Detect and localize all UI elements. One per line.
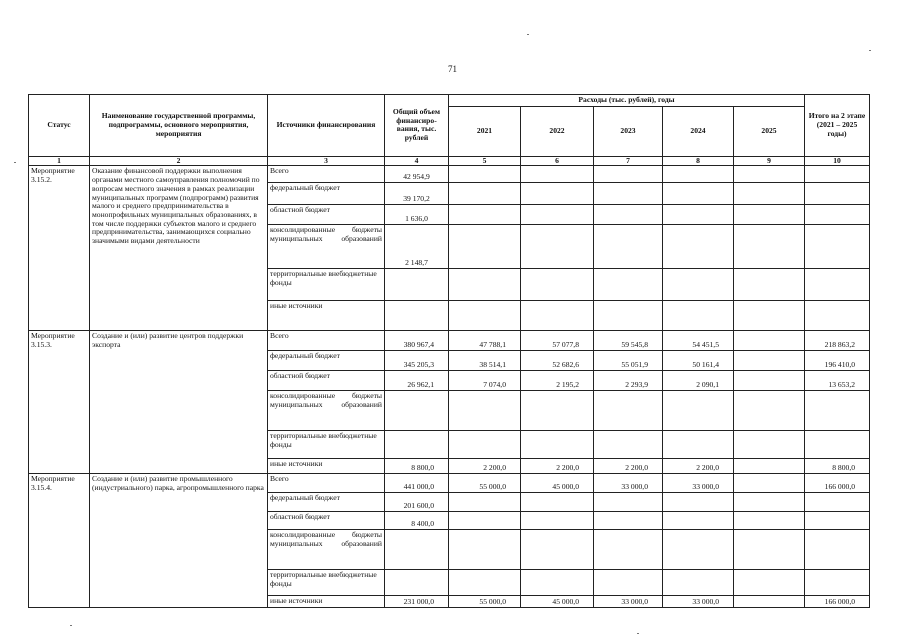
year-2025-cell [734,391,805,431]
event-status-cell: Мероприятие 3.15.2. [29,166,90,331]
stage-total-cell [805,570,870,596]
funding-source-cell: областной бюджет [268,371,385,391]
year-2023-cell [594,269,663,301]
page-number: 71 [448,64,457,74]
header-year-2024: 2024 [663,106,734,156]
year-2025-cell [734,183,805,205]
total-volume-cell [385,530,449,570]
stage-total-cell [805,225,870,269]
total-volume-cell: 39 170,2 [385,183,449,205]
total-volume-cell: 441 000,0 [385,474,449,493]
stage-total-cell [805,183,870,205]
year-2025-cell [734,570,805,596]
year-2025-cell [734,205,805,225]
column-number: 5 [449,156,521,166]
stage-total-cell [805,269,870,301]
total-volume-cell: 42 954,9 [385,166,449,183]
year-2021-cell [449,391,521,431]
column-number: 6 [521,156,594,166]
year-2023-cell [594,391,663,431]
funding-source-cell: федеральный бюджет [268,183,385,205]
header-year-2025: 2025 [734,106,805,156]
funding-source-cell: областной бюджет [268,205,385,225]
year-2021-cell: 2 200,0 [449,459,521,474]
year-2022-cell: 2 195,2 [521,371,594,391]
year-2024-cell [663,225,734,269]
funding-source-cell: иные источники [268,301,385,331]
stage-total-cell: 166 000,0 [805,596,870,608]
year-2022-cell: 45 000,0 [521,474,594,493]
column-number: 7 [594,156,663,166]
stage-total-cell [805,530,870,570]
year-2023-cell: 2 200,0 [594,459,663,474]
year-2024-cell [663,391,734,431]
budget-table [28,94,870,608]
scan-speck [70,625,72,626]
stage-total-cell [805,493,870,512]
year-2022-cell [521,301,594,331]
year-2025-cell [734,331,805,351]
year-2024-cell [663,530,734,570]
total-volume-cell [385,269,449,301]
year-2023-cell [594,166,663,183]
year-2023-cell [594,570,663,596]
column-number: 8 [663,156,734,166]
header-name: Наименование государственной программы, подпрограммы, основного мероприятия, мероприятия [90,95,268,157]
year-2022-cell [521,570,594,596]
funding-source-cell: иные источники [268,459,385,474]
year-2022-cell [521,530,594,570]
column-number-row [29,156,870,166]
funding-source-cell: Всего [268,166,385,183]
year-2021-cell [449,205,521,225]
stage-total-cell [805,301,870,331]
total-volume-cell: 26 962,1 [385,371,449,391]
stage-total-cell [805,512,870,530]
year-2022-cell [521,391,594,431]
stage-total-cell [805,431,870,459]
year-2022-cell: 45 000,0 [521,596,594,608]
column-number: 2 [90,156,268,166]
event-status-cell: Мероприятие 3.15.4. [29,474,90,608]
funding-source-cell: Всего [268,331,385,351]
funding-source-cell: иные источники [268,596,385,608]
year-2024-cell: 54 451,5 [663,331,734,351]
total-volume-cell: 380 967,4 [385,331,449,351]
year-2024-cell: 2 090,1 [663,371,734,391]
funding-source-cell: территориальные внебюджетные фонды [268,570,385,596]
year-2023-cell [594,301,663,331]
funding-source-cell: консолидированные бюджеты муниципальных образований [268,225,385,269]
column-number: 4 [385,156,449,166]
year-2024-cell: 33 000,0 [663,596,734,608]
total-volume-cell: 201 600,0 [385,493,449,512]
year-2021-cell: 47 788,1 [449,331,521,351]
stage-total-cell: 13 653,2 [805,371,870,391]
year-2024-cell [663,205,734,225]
year-2024-cell [663,512,734,530]
year-2023-cell [594,512,663,530]
year-2024-cell: 33 000,0 [663,474,734,493]
year-2025-cell [734,493,805,512]
year-2023-cell [594,183,663,205]
year-2025-cell [734,431,805,459]
year-2021-cell [449,512,521,530]
year-2021-cell [449,301,521,331]
year-2024-cell [663,166,734,183]
header-year-2023: 2023 [594,106,663,156]
funding-source-cell: Всего [268,474,385,493]
header-status: Статус [29,95,90,157]
header-sources: Источники финансирования [268,95,385,157]
year-2025-cell [734,474,805,493]
year-2021-cell [449,225,521,269]
year-2022-cell [521,166,594,183]
year-2024-cell [663,301,734,331]
funding-source-cell: областной бюджет [268,512,385,530]
stage-total-cell: 218 863,2 [805,331,870,351]
total-volume-cell [385,391,449,431]
header-year-2021: 2021 [449,106,521,156]
scan-speck [637,633,639,634]
funding-source-cell: территориальные внебюджетные фонды [268,431,385,459]
funding-source-cell: консолидированные бюджеты муниципальных образований [268,391,385,431]
year-2021-cell [449,431,521,459]
year-2021-cell: 38 514,1 [449,351,521,371]
total-volume-cell: 1 636,0 [385,205,449,225]
table-body [29,166,870,608]
table-row [29,474,870,493]
event-name-cell: Создание и (или) развитие промышленного (индустриального) парка, агропромышленного парка [90,474,268,608]
total-volume-cell [385,301,449,331]
year-2024-cell [663,431,734,459]
header-stage-total: Итого на 2 этапе (2021 – 2025 годы) [805,95,870,157]
total-volume-cell: 8 400,0 [385,512,449,530]
header-total-volume: Общий объем финансиро-вания, тыс. рублей [385,95,449,157]
year-2021-cell [449,183,521,205]
year-2021-cell: 55 000,0 [449,474,521,493]
year-2022-cell: 52 682,6 [521,351,594,371]
year-2024-cell [663,493,734,512]
year-2022-cell [521,183,594,205]
year-2021-cell [449,493,521,512]
year-2024-cell [663,269,734,301]
year-2021-cell: 7 074,0 [449,371,521,391]
year-2025-cell [734,166,805,183]
year-2025-cell [734,459,805,474]
year-2021-cell [449,570,521,596]
funding-source-cell: федеральный бюджет [268,493,385,512]
year-2023-cell [594,205,663,225]
stage-total-cell [805,166,870,183]
event-name-cell: Создание и (или) развитие центров поддержки экспорта [90,331,268,474]
year-2023-cell: 59 545,8 [594,331,663,351]
year-2025-cell [734,371,805,391]
year-2025-cell [734,225,805,269]
year-2022-cell: 2 200,0 [521,459,594,474]
total-volume-cell: 2 148,7 [385,225,449,269]
year-2023-cell [594,431,663,459]
year-2022-cell [521,493,594,512]
column-number: 10 [805,156,870,166]
stage-total-cell: 8 800,0 [805,459,870,474]
funding-source-cell: федеральный бюджет [268,351,385,371]
funding-source-cell: территориальные внебюджетные фонды [268,269,385,301]
year-2025-cell [734,596,805,608]
year-2023-cell: 33 000,0 [594,596,663,608]
year-2024-cell [663,570,734,596]
column-number: 9 [734,156,805,166]
stage-total-cell [805,391,870,431]
year-2021-cell [449,269,521,301]
scan-speck [869,50,871,51]
scan-speck [14,162,16,163]
total-volume-cell: 8 800,0 [385,459,449,474]
year-2025-cell [734,269,805,301]
year-2023-cell: 2 293,9 [594,371,663,391]
total-volume-cell [385,431,449,459]
funding-source-cell: консолидированные бюджеты муниципальных образований [268,530,385,570]
column-number: 3 [268,156,385,166]
scan-speck [527,34,529,35]
year-2025-cell [734,351,805,371]
year-2024-cell: 2 200,0 [663,459,734,474]
stage-total-cell: 196 410,0 [805,351,870,371]
header-expenses-group: Расходы (тыс. рублей), годы [449,95,805,107]
year-2023-cell: 55 051,9 [594,351,663,371]
total-volume-cell: 231 000,0 [385,596,449,608]
year-2024-cell [663,183,734,205]
total-volume-cell [385,570,449,596]
year-2023-cell [594,530,663,570]
year-2021-cell [449,530,521,570]
year-2024-cell: 50 161,4 [663,351,734,371]
total-volume-cell: 345 205,3 [385,351,449,371]
year-2022-cell [521,512,594,530]
year-2025-cell [734,301,805,331]
header-year-2022: 2022 [521,106,594,156]
year-2022-cell [521,431,594,459]
year-2022-cell [521,269,594,301]
event-status-cell: Мероприятие 3.15.3. [29,331,90,474]
event-name-cell: Оказание финансовой поддержки выполнения органами местного самоуправления полномочий по вопросам местного значения в рамках реализации муниципальных программ (подпрограмм) развития малого и среднего предпринимательства в монопрофильных муниципальных образованиях, в том числе поддержки субъектов малого и среднего предпринимательства, занимающихся социально значимыми видами деятельности [90,166,268,331]
year-2025-cell [734,512,805,530]
table-row [29,331,870,351]
stage-total-cell [805,205,870,225]
year-2023-cell [594,493,663,512]
year-2022-cell [521,205,594,225]
year-2022-cell: 57 077,8 [521,331,594,351]
year-2021-cell: 55 000,0 [449,596,521,608]
year-2023-cell: 33 000,0 [594,474,663,493]
year-2025-cell [734,530,805,570]
column-number: 1 [29,156,90,166]
year-2023-cell [594,225,663,269]
year-2021-cell [449,166,521,183]
stage-total-cell: 166 000,0 [805,474,870,493]
year-2022-cell [521,225,594,269]
table-row [29,166,870,183]
